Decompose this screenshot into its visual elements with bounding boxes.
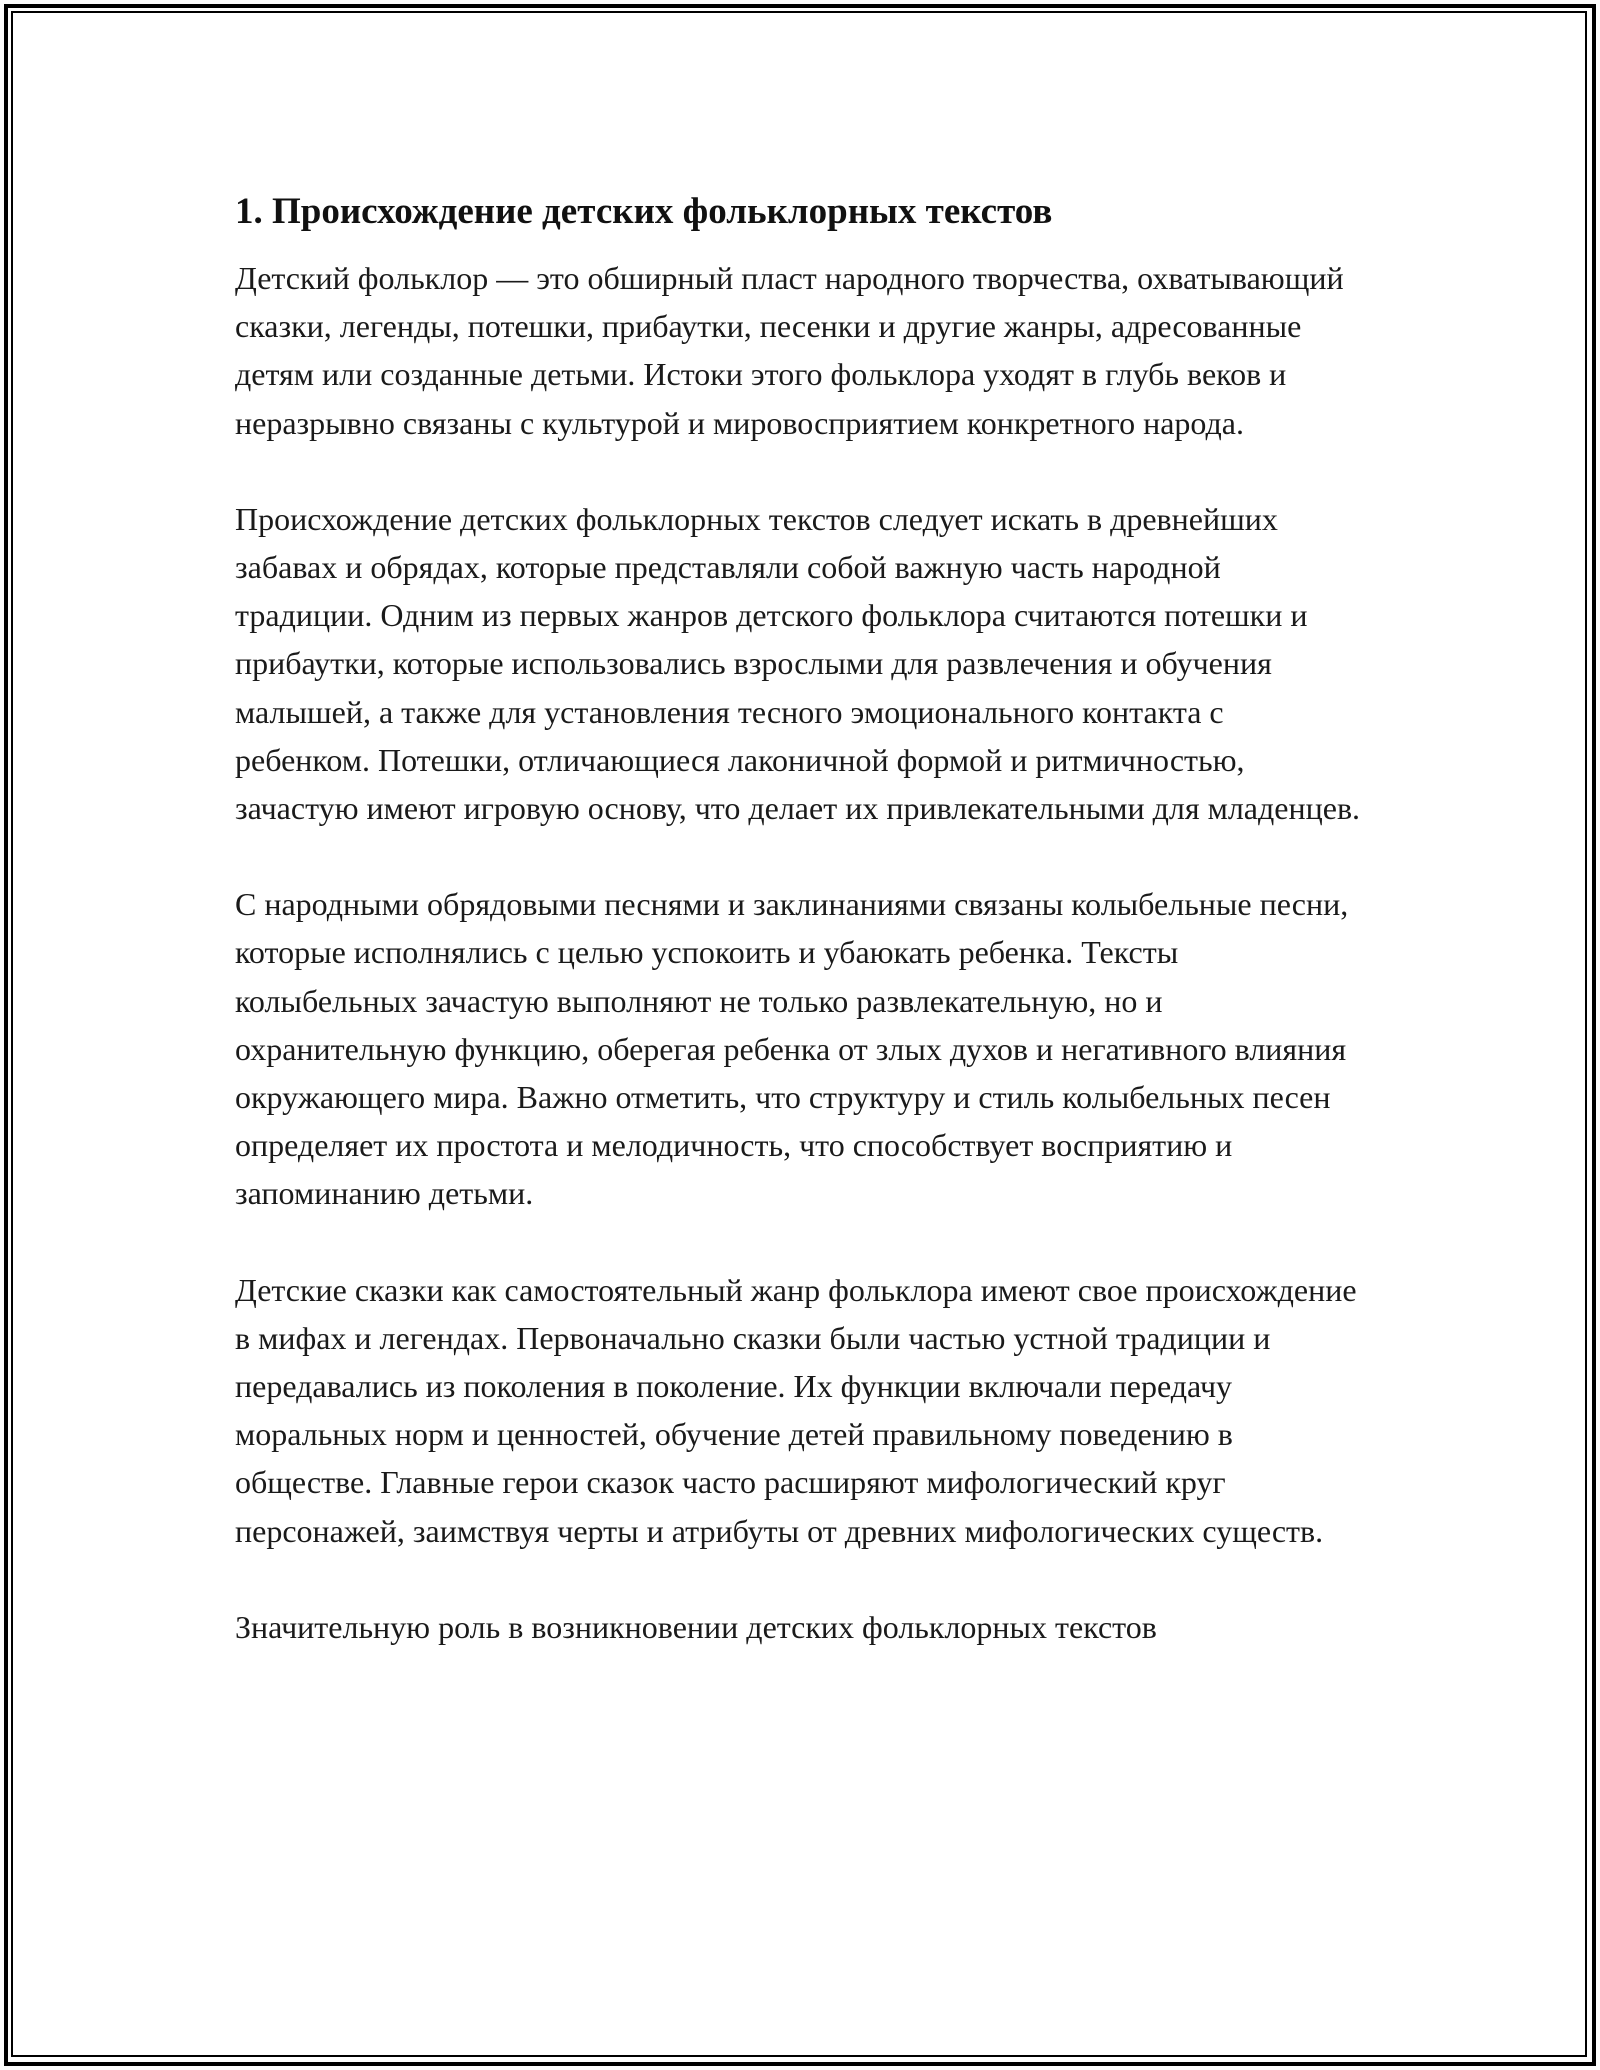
paragraph-4: Детские сказки как самостоятельный жанр фольклора имеют свое происхождение в мифах и легендах. Первоначально сказки были частью устной традиции и передавались из поколения в поколение. Их функции включали передачу моральных норм и ценностей, обучение детей правильному поведению в обществе. Главные герои сказок часто расширяют мифологический круг персонажей, заимствуя черты и атрибуты от древних мифологических существ. — [235, 1271, 1357, 1549]
section-heading: 1. Происхождение детских фольклорных текстов — [235, 191, 1053, 232]
document-body — [235, 188, 1365, 1699]
paragraph-3: С народными обрядовыми песнями и заклинаниями связаны колыбельные песни, которые исполнялись с целью успокоить и убаюкать ребенка. Тексты колыбельных зачастую выполняют не только развлекательную, но и охранительную функцию, оберегая ребенка от злых духов и негативного влияния окружающего мира. Важно отметить, что структуру и стиль колыбельных песен определяет их простота и мелодичность, что способствует восприятию и запоминанию детьми. — [235, 886, 1349, 1212]
paragraph-5: Значительную роль в возникновении детских фольклорных текстов — [235, 1608, 1157, 1645]
paragraph-2: Происхождение детских фольклорных текстов следует искать в древнейших забавах и обрядах, которые представляли собой важную часть народной традиции. Одним из первых жанров детского фольклора считаются потешки и прибаутки, которые использовались взрослыми для развлечения и обучения малышей, а также для установления тесного эмоционального контакта с ребенком. Потешки, отличающиеся лаконичной формой и ритмичностью, зачастую имеют игровую основу, что делает их привлекательными для младенцев. — [235, 500, 1361, 827]
paragraph-1: Детский фольклор — это обширный пласт народного творчества, охватывающий сказки, легенды, потешки, прибаутки, песенки и другие жанры, адресованные детям или созданные детьми. Истоки этого фольклора уходят в глубь веков и неразрывно связаны с культурой и мировосприятием конкретного народа. — [235, 260, 1344, 441]
